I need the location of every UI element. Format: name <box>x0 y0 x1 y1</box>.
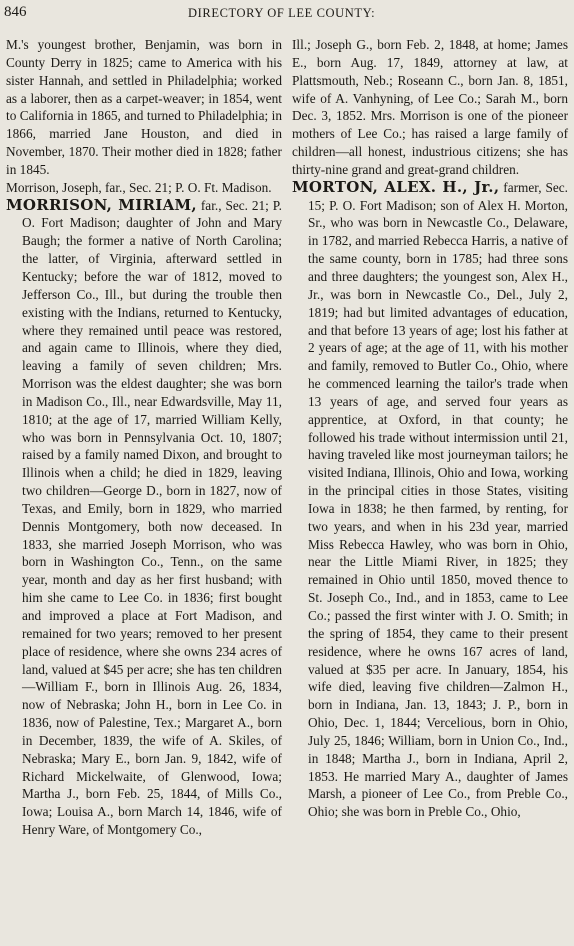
entry-morrison-joseph-text: Morrison, Joseph, far., Sec. 21; P. O. Ft. Madison. <box>6 179 272 195</box>
entry-morrison-miriam-text: far., Sec. 21; P. O. Fort Madison; daughter of John and Mary Baugh; the former a native of North Carolina; the latter, of Virginia, afterward settled in Kentucky; before the war of 1812, moved to Jefferson Co., Ill., but during the trouble then existing with the Indians, returned to Kentucky, where they remained until peace was restored, and again came to Illinois, where they died, leaving a family of seven children; Mrs. Morrison was the eldest daughter; she was born in Madison Co., Ill., near Edwardsville, May 11, 1810; at the age of 17, married William Kelly, who was born in Pennsylvania Oct. 10, 1807; raised by a family named Dixon, and brought to Illinois when a child; he died in 1829, leaving two children—George D., born in 1827, now of Texas, and Emily, born in 1829, who married Dennis Montgomery, both now deceased. In 1833, she married Joseph Morrison, who was born in Washington Co., Tenn., on the same year, month and day as her first husband; with him she came to Lee Co. in 1836; first bought and improved a place at Fort Madison, and remained for two years; removed to her present place of residence, where she owns 234 acres of land, valued at $45 per acre; she has ten children—William F., born in Illinois Aug. 26, 1834, now of Nebraska; John H., born in Lee Co. in 1836, now of Palestine, Tex.; Margaret A., born in December, 1839, the wife of A. Skiles, of Nebraska; Mary E., born Jan. 9, 1842, wife of Richard Mickelwaite, of Glenwood, Iowa; Martha J., born Feb. 25, 1844, of Mills Co., Iowa; Louisa A., born March 14, 1846, wife of Henry Ware, of Montgomery Co., <box>22 197 282 838</box>
running-head <box>0 4 574 26</box>
entry-morrison-miriam-continued-text: Ill.; Joseph G., born Feb. 2, 1848, at home; James E., born Aug. 17, 1849, attorney at law, at Plattsmouth, Neb.; Roseann C., born Jan. 8, 1851, wife of A. Vanhyning, of Lee Co.; Sarah M., born Dec. 3, 1852. Mrs. Morrison is one of the pioneer mothers of Lee Co.; has raised a large family of children—all honest, industrious citizens; she has thirty-nine grand and great-grand children. <box>292 37 568 177</box>
entry-morrison-miriam <box>6 197 282 839</box>
entry-morrison-joseph <box>6 179 282 197</box>
entry-name-morton-alex: MORTON, ALEX. H., Jr., <box>292 177 500 196</box>
page-number: 846 <box>4 4 27 20</box>
entry-morton-alex-text: farmer, Sec. 15; P. O. Fort Madison; son of Alex H. Morton, Sr., who was born in Newcastle Co., Delaware, in 1782, and married Rebecca Harris, a native of the same county, born in 1785; had three sons and three daughters; the youngest son, Alex H., Jr., was born in Newcastle Co., Del., July 2, 1819; had but limited advantages of education, and that before 13 years of age; lost his father at 2 years of age; at the age of 11, with his mother and family, removed to Butler Co., Ohio, where he commenced learning the tailor's trade when 13 years of age, and served four years as apprentice, at Oxford, in that county; he followed his trade without intermission until 21, having traveled like most journeyman tailors; he visited Indiana, Illinois, Ohio and Iowa, working in the principal cities in those States, visiting Iowa in 1838; he then farmed, by renting, for two years, and when in his 23d year, married Miss Rebecca Hawley, who was born in Ohio, near the Little Miami River, in 1825; they remained in Ohio until 1850, moved thence to St. Joseph Co., Ind., and in 1853, came to Lee Co.; passed the first winter with J. O. Smith; in the spring of 1854, they came to their present residence, where he owns 167 acres of land, valued at $35 per acre. In January, 1854, his wife died, leaving five children—Zalmon H., born in Indiana, Jan. 13, 1843; J. P., born in Ohio, Dec. 1, 1844; Vercelious, born in Ohio, July 25, 1846; William, born in Union Co., Ind., in 1848; Martha J., born in Indiana, April 2, 1853. He married Mary A., daughter of James Marsh, a pioneer of Lee Co., from Preble Co., Ohio; she was born in Preble Co., Ohio, <box>308 179 568 820</box>
right-column <box>292 36 568 821</box>
entry-morrison-miriam-paragraph <box>6 197 282 839</box>
page-header-title: DIRECTORY OF LEE COUNTY: <box>188 6 376 20</box>
left-column <box>6 36 282 839</box>
entry-name-morrison-miriam: MORRISON, MIRIAM, <box>6 195 197 214</box>
entry-morton-alex <box>292 179 568 821</box>
entry-morton-alex-paragraph <box>292 179 568 821</box>
entry-morrison-miriam-continued <box>292 36 568 179</box>
entry-continuation-text: M.'s youngest brother, Benjamin, was born in County Derry in 1825; came to America with his sister Hannah, and settled in Philadelphia; worked as a laborer, then as a carpet-weaver; in 1854, went to California in 1865, and turned to Philadelphia; in 1866, married Jane Houston, and died in November, 1870. Their mother died in 1828; father in 1845. <box>6 37 282 177</box>
entry-continuation <box>6 36 282 179</box>
